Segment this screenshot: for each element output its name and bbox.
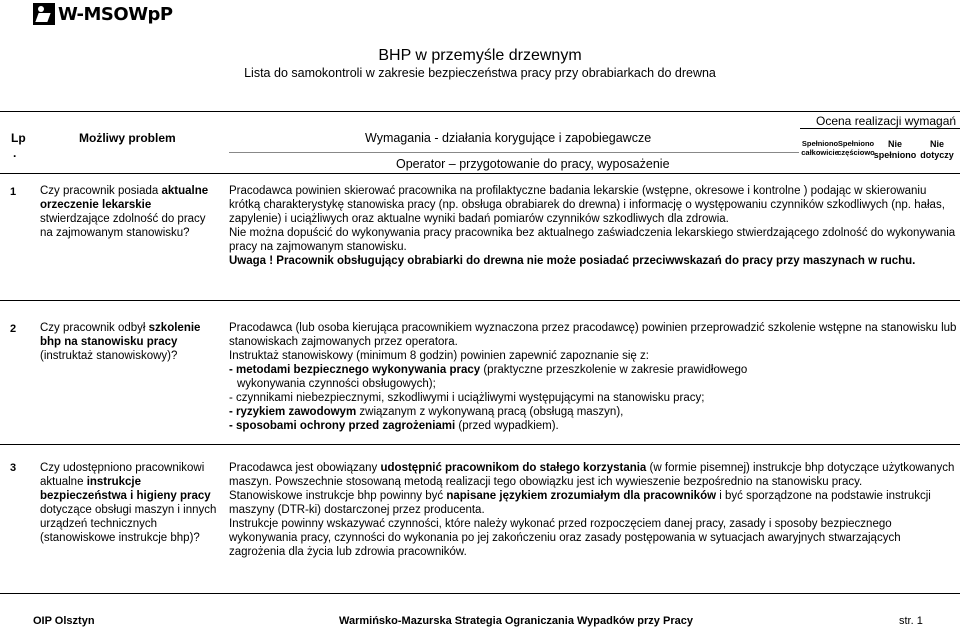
row-2-req-paragraph-1: Pracodawca (lub osoba kierująca pracownikiem wyznaczona przez pracodawcę) powinien przeprowadzić szkolenie wstępne na stanowisku lub stanowiskach zajmowanych przez operatora. xyxy=(229,322,957,348)
logo xyxy=(33,2,173,26)
row-1-requirements xyxy=(229,184,959,268)
table-top-border xyxy=(0,111,960,112)
header-col-na-line2: dotyczy xyxy=(920,150,954,160)
row-2-bullet-1-text: (praktyczne przeszkolenie w zakresie prawidłowego xyxy=(480,364,748,376)
header-evaluation: Ocena realizacji wymagań xyxy=(816,114,957,128)
page-subtitle: Lista do samokontroli w zakresie bezpieczeństwa pracy przy obrabiarkach do drewna xyxy=(244,66,716,80)
row-2-bullet-3-bold: - ryzykiem zawodowym xyxy=(229,406,357,418)
logo-icon xyxy=(33,3,55,25)
row-1-problem xyxy=(40,184,218,240)
row-2-bullet-1-cont xyxy=(229,377,959,391)
header-col-full-line2: całkowicie xyxy=(801,148,839,157)
row-2-bullet-4-text: (przed wypadkiem). xyxy=(455,420,559,432)
page-title: BHP w przemyśle drzewnym xyxy=(378,47,582,64)
header-bottom-border xyxy=(0,173,960,174)
row-3-problem-text-b: dotyczące obsługi maszyn i innych urządzeń technicznych (stanowiskowe instrukcje bhp)? xyxy=(40,504,217,544)
row-3-problem xyxy=(40,461,218,545)
row-3-req-paragraph-3 xyxy=(229,517,959,559)
footer-left: OIP Olsztyn xyxy=(33,615,95,627)
row-2-requirements xyxy=(229,321,959,433)
row-3-req-2-bold: napisane językiem zrozumiałym dla pracowników xyxy=(446,490,717,502)
row-3-number: 3 xyxy=(10,462,17,474)
logo-text: W-MSOWpP xyxy=(58,3,173,25)
header-col-not xyxy=(872,139,918,161)
header-lp: Lp xyxy=(11,131,26,145)
row-2-bullet-4 xyxy=(229,419,959,433)
eval-divider xyxy=(800,128,960,129)
section-divider xyxy=(229,152,799,153)
table-bottom-border xyxy=(0,593,960,594)
header-col-not-line2: spełniono xyxy=(873,150,917,160)
row-2-req-paragraph-2: Instruktaż stanowiskowy (minimum 8 godzin) powinien zapewnić zapoznanie się z: xyxy=(229,350,649,362)
row-2-bullet-4-bold: - sposobami ochrony przed zagrożeniami xyxy=(229,420,456,432)
row-3-req-paragraph-2 xyxy=(229,489,959,517)
row-3-req-paragraph-1 xyxy=(229,461,959,489)
row-3-req-3-a: Instrukcje powinny wskazywać czynności, które należy wykonać przed rozpoczęciem danej pracy, zasady i sposoby bezpiecznego wykonywania pracy, czynności do wykonania po jej zakończeniu oraz zasady postępowania w sytuacjach awaryjnych stwarzających zagrożenia dla życia lub zdrowia pracowników. xyxy=(229,518,901,558)
footer-page-number: str. 1 xyxy=(899,615,923,627)
header-col-full-line1: Spełniono xyxy=(801,139,839,148)
row-divider-1 xyxy=(0,300,960,301)
row-2-problem-bold: szkolenie bhp na stanowisku pracy xyxy=(40,322,201,348)
header-col-full xyxy=(800,139,840,157)
row-divider-2 xyxy=(0,444,960,445)
header-col-partial xyxy=(836,139,876,157)
row-1-req-paragraph-1: Pracodawca powinien skierować pracownika na profilaktyczne badania lekarskie (wstępne, okresowe i kontrolne ) podając w skierowaniu krótką charakterystykę stanowiska pracy (np. obsługa obrabiarek do drewna) i informację o występowaniu czynników szkodliwych (np. hałas, zapylenie) i uciążliwych oraz aktualne wyniki badań pomiarów czynników szkodliwych dla zdrowia. xyxy=(229,185,945,225)
row-2-problem-text-a: Czy pracownik odbył xyxy=(40,322,149,334)
row-3-requirements xyxy=(229,461,959,559)
row-2-bullet-3-text: związanym z wykonywaną pracą (obsługą maszyn), xyxy=(356,406,624,418)
row-3-req-1-b: (w formie pisemnej) instrukcje bhp dotyczące użytkowanych maszyn. Powszechnie stosowaną metodą realizacji tego obowiązku jest ich wywieszenie bezpośrednio na stanowisku pracy. xyxy=(229,462,955,488)
header-requirements: Wymagania - działania korygujące i zapobiegawcze xyxy=(365,131,652,145)
row-2-bullet-1-bold: - metodami bezpiecznego wykonywania pracy xyxy=(229,364,481,376)
row-2-bullet-2-text: - czynnikami niebezpiecznymi, szkodliwymi i uciążliwymi występującymi na stanowisku pracy; xyxy=(229,392,705,404)
row-3-req-1-bold: udostępnić pracownikom do stałego korzystania xyxy=(380,462,647,474)
row-1-req-warning: Uwaga ! Pracownik obsługujący obrabiarki do drewna nie może posiadać przeciwwskazań do pracy przy maszynach w ruchu. xyxy=(229,255,916,267)
row-1-problem-bold: aktualne orzeczenie lekarskie xyxy=(40,185,209,211)
row-3-req-1-a: Pracodawca jest obowiązany xyxy=(229,462,381,474)
row-1-req-paragraph-2: Nie można dopuścić do wykonywania pracy pracownika bez aktualnego zaświadczenia lekarskiego stwierdzającego zdolność do wykonywania pracy na zajmowanym stanowisku. xyxy=(229,227,956,253)
header-section: Operator – przygotowanie do pracy, wyposażenie xyxy=(396,157,670,171)
row-1-number: 1 xyxy=(10,186,17,198)
row-2-bullet-1 xyxy=(229,363,959,377)
row-3-problem-text-a: Czy udostępniono pracownikowi aktualne xyxy=(40,462,205,488)
row-3-problem-bold: instrukcje bezpieczeństwa i higieny pracy xyxy=(40,476,211,502)
footer-center: Warmińsko-Mazurska Strategia Ograniczania Wypadków przy Pracy xyxy=(339,615,693,627)
row-2-number: 2 xyxy=(10,323,17,335)
row-2-problem xyxy=(40,321,218,363)
row-1-problem-text-a: Czy pracownik posiada xyxy=(40,185,162,197)
row-2-problem-text-b: (instruktaż stanowiskowy)? xyxy=(40,350,178,362)
row-3-req-2-a: Stanowiskowe instrukcje bhp powinny być xyxy=(229,490,447,502)
row-2-bullet-1-cont-text: wykonywania czynności obsługowych); xyxy=(237,378,436,390)
header-col-na-line1: Nie xyxy=(929,139,944,149)
header-col-partial-line2: częściowo xyxy=(837,148,875,157)
header-problem: Możliwy problem xyxy=(79,131,176,145)
row-1-problem-text-b: stwierdzające zdolność do pracy na zajmowanym stanowisku? xyxy=(40,213,206,239)
header-col-not-line1: Nie xyxy=(887,139,902,149)
header-col-partial-line1: Spełniono xyxy=(837,139,875,148)
header-col-na xyxy=(915,139,959,161)
header-lp-dot: . xyxy=(13,146,17,160)
row-2-bullet-3 xyxy=(229,405,959,419)
row-2-bullet-2 xyxy=(229,391,959,405)
row-3-req-2-b: i być sporządzone na podstawie instrukcji maszyny (DTR-ki) dostarczonej przez producenta. xyxy=(229,490,931,516)
